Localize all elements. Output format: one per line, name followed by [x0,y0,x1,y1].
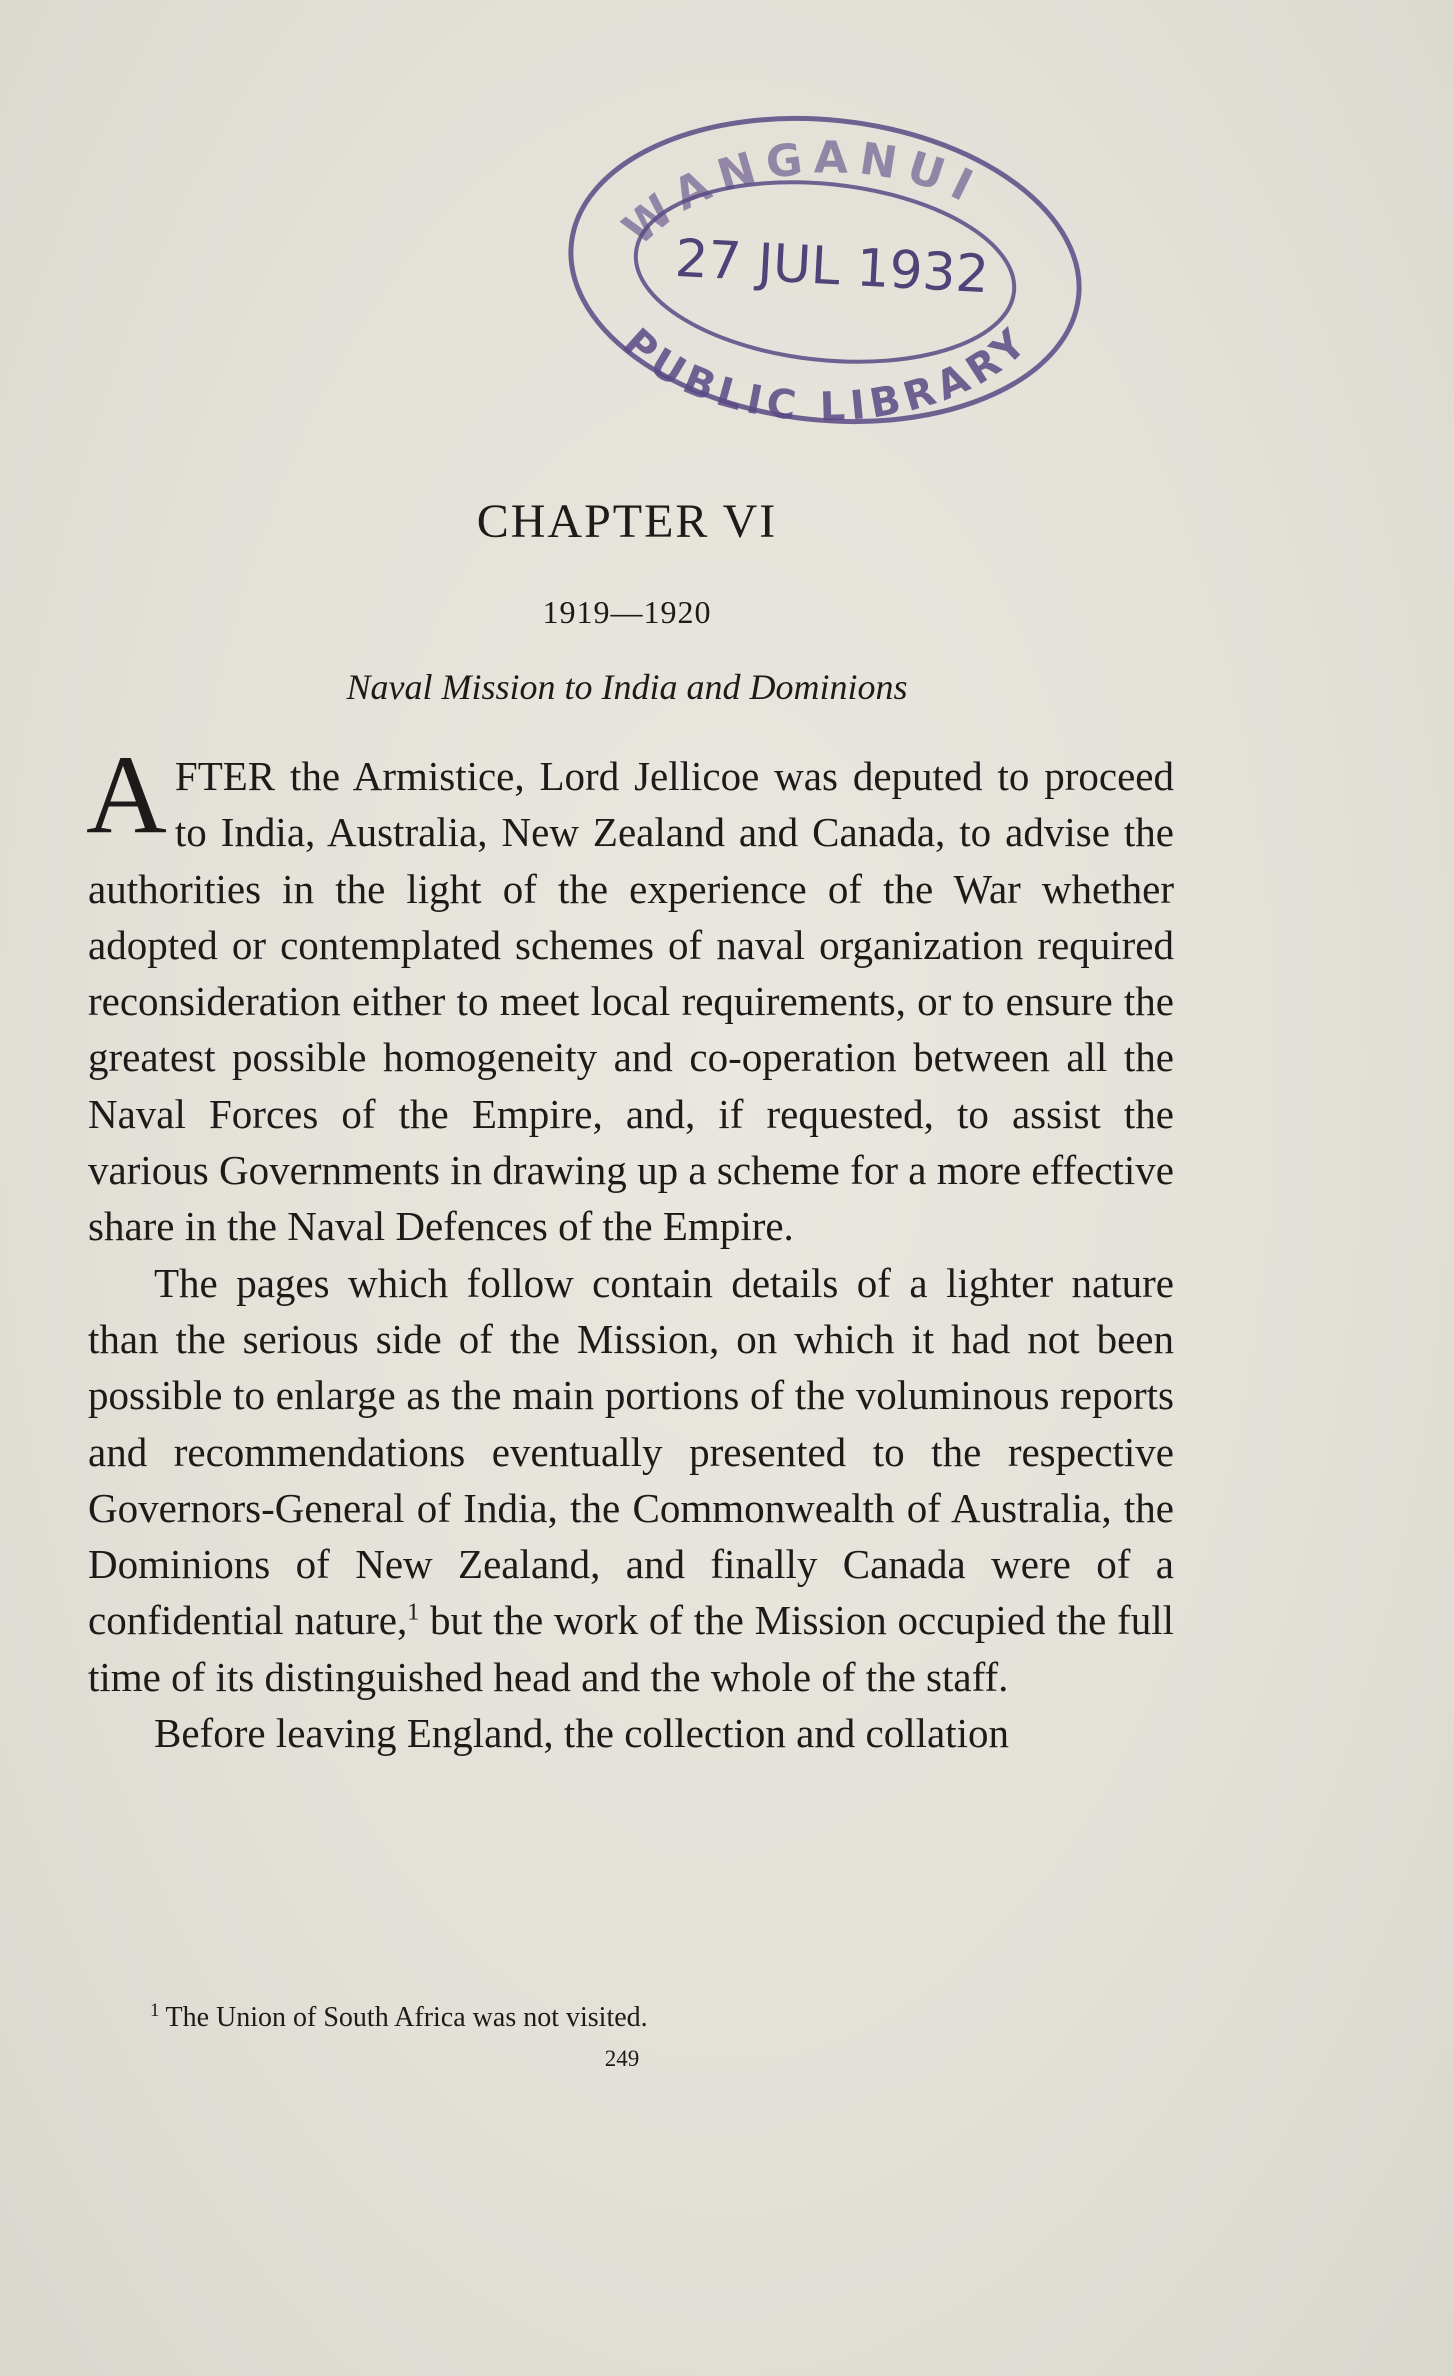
paragraph-2-text-b: but the work of the Mission occupied the full time of its distinguished head and the whole of the staff. [88,1597,1174,1700]
paragraph-3: Before leaving England, the collection and collation [154,1710,1010,1757]
footnote-text: The Union of South Africa was not visited. [165,2002,648,2033]
footnote-reference: 1 [407,1599,420,1626]
paragraph-2-text-a: The pages which follow contain details of a lighter nature than the serious side of the Mission, on which it had not been possible to enlarge as the main portions of the voluminous reports and recommendations eventually presented to the respective Governors-General of India, the Commonwealth of Australia, the Dominions of New Zealand, and finally Canada were of a confidential nature, [88,1259,1174,1644]
body-text [86,733,1174,1761]
paragraph-1-text: FTER the Armistice, Lord Jellicoe was deputed to proceed to India, Australia, New Zealand and Canada, to advise the authorities in the light of the experience of the War whether adopted or contemplated schemes of naval organization required reconsideration either to meet local requirements, or to ensure the greatest possible homogeneity and co-operation between all the Naval Forces of the Empire, and, if requested, to assist the various Governments in drawing up a scheme for a more effective share in the Naval Defences of the Empire. [88,753,1174,1250]
stamp-date: 27 JUL 1932 [673,228,991,306]
stamp-top-text: WANGANUI [613,132,990,256]
footnote-mark: 1 [150,1999,160,2021]
footnote [150,2000,648,2036]
chapter-years: 1919—1920 [542,594,712,630]
chapter-title: CHAPTER VI [476,495,778,548]
paragraph-2 [88,1255,1174,1705]
page-number: 249 [604,2046,640,2071]
paragraph-1 [86,733,1174,1255]
library-stamp [555,100,1095,430]
drop-cap: A [86,733,167,857]
stamp-bottom-text: PUBLIC LIBRARY [613,317,1040,430]
chapter-subtitle: Naval Mission to India and Dominions [346,667,908,707]
